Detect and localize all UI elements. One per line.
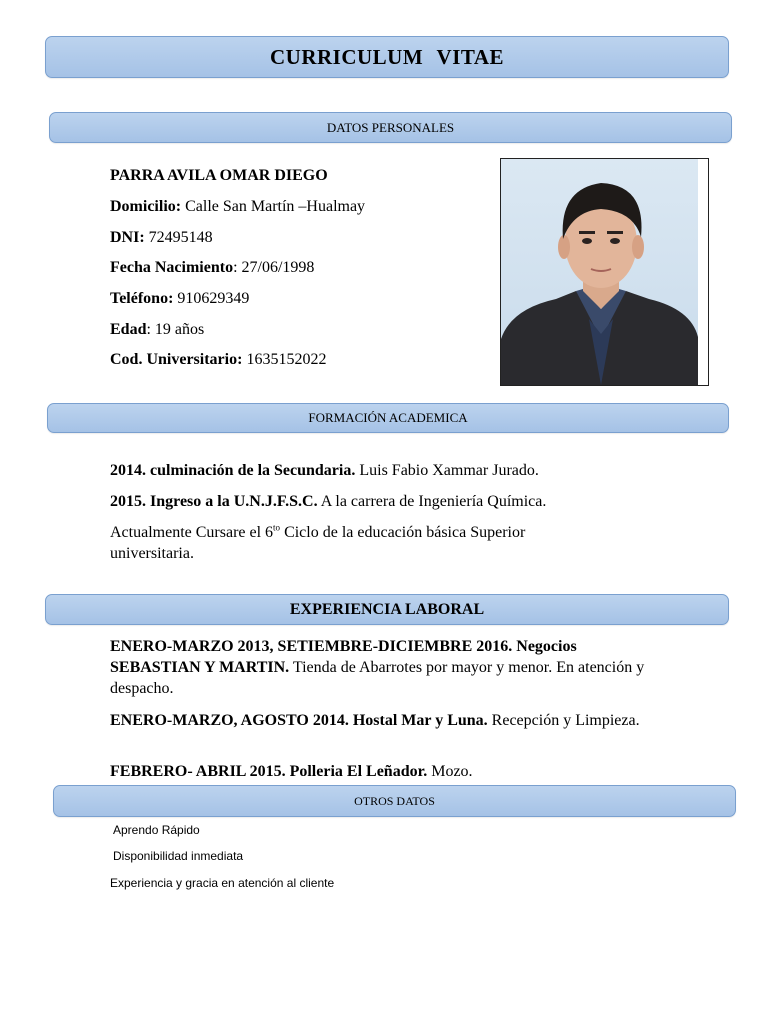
section-header-personal	[49, 112, 732, 143]
cv-title: CURRICULUM VITAE	[270, 44, 504, 69]
formacion-item-2	[110, 492, 546, 512]
formacion-item-1	[110, 461, 539, 481]
experiencia-item-1	[110, 636, 655, 699]
edad-label: Edad	[110, 321, 147, 338]
section-header-experiencia	[45, 594, 729, 625]
formacion-item-3	[110, 522, 610, 564]
fecha-label: Fecha Nacimiento	[110, 259, 234, 276]
experiencia-item-1-bold: ENERO-MARZO 2013, SETIEMBRE-DICIEMBRE 2016. Negocios SEBASTIAN Y MARTIN.	[110, 638, 577, 676]
section-header-formacion	[47, 403, 729, 433]
experiencia-item-3	[110, 762, 473, 782]
otros-item-1: Aprendo Rápido	[113, 823, 200, 837]
experiencia-item-3-bold: FEBRERO- ABRIL 2015. Polleria El Leñador.	[110, 763, 428, 780]
telefono-value: 910629349	[173, 290, 250, 307]
otros-item-3: Experiencia y gracia en atención al cliente	[110, 876, 335, 890]
section-title-personal: DATOS PERSONALES	[326, 119, 455, 135]
formacion-item-1-text: Luis Fabio Xammar Jurado.	[355, 462, 539, 479]
profile-photo-image	[501, 159, 708, 385]
dni-line	[110, 228, 213, 248]
section-title-formacion: FORMACIÓN ACADEMICA	[308, 410, 468, 425]
section-title-otros: OTROS DATOS	[354, 793, 435, 808]
formacion-item-1-bold: 2014. culminación de la Secundaria.	[110, 462, 356, 479]
section-title-experiencia: EXPERIENCIA LABORAL	[289, 600, 485, 618]
experiencia-item-2	[110, 710, 655, 731]
profile-photo	[500, 158, 709, 386]
telefono-label: Teléfono:	[110, 290, 174, 307]
cv-title-banner	[45, 36, 729, 78]
domicilio-value: Calle San Martín –Hualmay	[181, 198, 366, 215]
experiencia-item-2-bold: ENERO-MARZO, AGOSTO 2014. Hostal Mar y Luna.	[110, 712, 488, 729]
dni-value: 72495148	[144, 229, 213, 246]
otros-item-2: Disponibilidad inmediata	[113, 849, 244, 863]
experiencia-item-1-text: Tienda de Abarrotes por mayor y menor. En atención y despacho.	[110, 659, 645, 697]
formacion-item-3-post: Ciclo de la educación básica Superior universitaria.	[110, 524, 526, 562]
formacion-item-3-sup: to	[273, 522, 281, 533]
telefono-line	[110, 289, 249, 309]
dni-label: DNI:	[110, 229, 145, 246]
fecha-value: : 27/06/1998	[233, 259, 315, 276]
experiencia-item-2-text: Recepción y Limpieza.	[487, 712, 640, 729]
cod-value: 1635152022	[242, 351, 327, 368]
person-name: PARRA AVILA OMAR DIEGO	[110, 167, 328, 184]
formacion-item-3-pre: Actualmente Cursare el 6	[110, 524, 274, 541]
fecha-line	[110, 258, 314, 278]
formacion-item-2-text: A la carrera de Ingeniería Química.	[317, 493, 547, 510]
section-header-otros	[53, 785, 736, 817]
personal-name-line	[110, 166, 328, 186]
edad-value: : 19 años	[146, 321, 205, 338]
cod-label: Cod. Universitario:	[110, 351, 243, 368]
domicilio-label: Domicilio:	[110, 198, 182, 215]
cod-line	[110, 350, 326, 370]
formacion-item-2-bold: 2015. Ingreso a la U.N.J.F.S.C.	[110, 493, 318, 510]
experiencia-item-3-text: Mozo.	[427, 763, 473, 780]
domicilio-line	[110, 197, 365, 217]
edad-line	[110, 320, 204, 340]
